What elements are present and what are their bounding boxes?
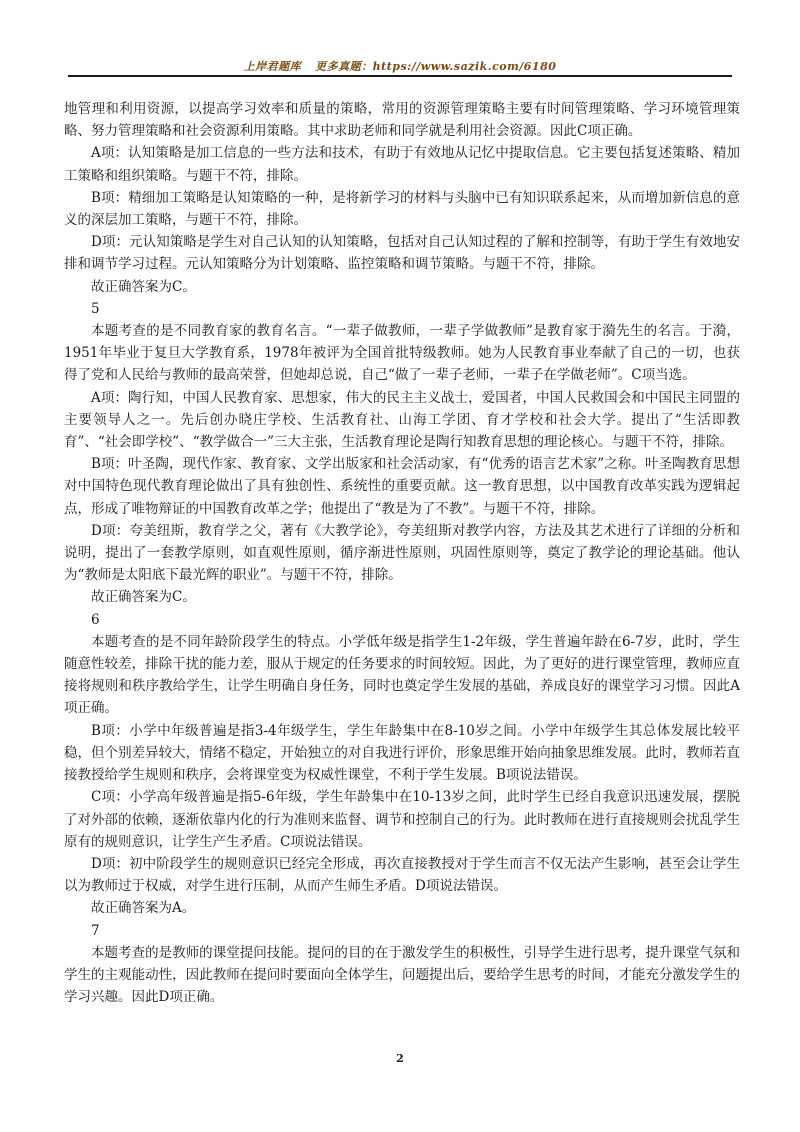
paragraph: 本题考查的是不同教育家的教育名言。“一辈子做教师，一辈子学做教师”是教育家于漪先生的名言。于漪，1951年毕业于复旦大学教育系，1978年被评为全国首批特级教师。她为人民教育事业奉献了自己的一切，也获得了党和人民给与教师的最高荣誉，但她却总说，自己“做了一辈子老师，一辈子在学做老师”。C项当选。 xyxy=(64,323,740,384)
header-divider xyxy=(68,75,732,77)
paragraph: B项：精细加工策略是认知策略的一种，是将新学习的材料与头脑中已有知识联系起来，从而增加新信息的意义的深层加工策略，与题干不符，排除。 xyxy=(64,189,740,229)
source-link[interactable]: https://www.sazik.com/6180 xyxy=(372,60,557,73)
search-label: 更多真题： xyxy=(315,60,373,73)
question-number: 5 xyxy=(91,300,100,317)
question-number: 7 xyxy=(91,922,100,939)
answer-line: 故正确答案为A。 xyxy=(91,900,196,917)
page-header xyxy=(0,58,800,74)
question-number: 6 xyxy=(91,611,100,628)
paragraph: D项：夸美纽斯，教育学之父，著有《大教学论》，夸美纽斯对教学内容，方法及其艺术进行了详细的分析和说明，提出了一套教学原则，如直观性原则，循序渐进性原则，巩固性原则等，奠定了教学论的理论基础。他认为“教师是太阳底下最光辉的职业”。与题干不符，排除。 xyxy=(64,522,740,584)
paragraph: A项：陶行知，中国人民教育家、思想家，伟大的民主主义战士，爱国者，中国人民救国会和中国民主同盟的主要领导人之一。先后创办晓庄学校、生活教育社、山海工学团、育才学校和社会大学。提出了“生活即教育”、“社会即学校”、“教学做合一”三大主张，生活教育理论是陶行知教育思想的理论核心。与题干不符，排除。 xyxy=(64,389,740,451)
paragraph: 地管理和利用资源，以提高学习效率和质量的策略，常用的资源管理策略主要有时间管理策略、学习环境管理策略、努力管理策略和社会资源利用策略。其中求助老师和同学就是利用社会资源。因此C项正确。 xyxy=(64,101,740,140)
page-number: 2 xyxy=(396,1052,404,1065)
paragraph: 本题考查的是教师的课堂提问技能。提问的目的在于激发学生的积极性，引导学生进行思考，提升课堂气氛和学生的主观能动性，因此教师在提问时要面向全体学生，问题提出后，要给学生思考的时间，才能充分激发学生的学习兴趣。因此D项正确。 xyxy=(64,944,740,1006)
paragraph: A项：认知策略是加工信息的一些方法和技术，有助于有效地从记忆中提取信息。它主要包括复述策略、精加工策略和组织策略。与题干不符，排除。 xyxy=(64,145,740,184)
paragraph: D项：元认知策略是学生对自己认知的认知策略，包括对自己认知过程的了解和控制等，有助于学生有效地安排和调节学习过程。元认知策略分为计划策略、监控策略和调节策略。与题干不符，排除。 xyxy=(64,234,740,273)
paragraph: B项：叶圣陶，现代作家、教育家、文学出版家和社会活动家，有“优秀的语言艺术家”之称。叶圣陶教育思想对中国特色现代教育理论做出了具有独创性、系统性的重要贡献。这一教育思想，以中国教育改革实践为逻辑起点，形成了唯物辩证的中国教育改革之学；他提出了“教是为了不教”。与题干不符，排除。 xyxy=(64,456,740,517)
answer-line: 故正确答案为C。 xyxy=(91,278,196,295)
paragraph: D项：初中阶段学生的规则意识已经完全形成，再次直接教授对于学生而言不仅无法产生影响，甚至会让学生以为教师过于权威，对学生进行压制，从而产生师生矛盾。D项说法错误。 xyxy=(64,855,740,895)
answer-line: 故正确答案为C。 xyxy=(91,589,196,606)
site-name: 上岸君题库 xyxy=(243,60,302,73)
paragraph: 本题考查的是不同年龄阶段学生的特点。小学低年级是指学生1-2年级，学生普遍年龄在6-7岁，此时，学生随意性较差，排除干扰的能力差，服从于规定的任务要求的时间较短。因此，为了更好的进行课堂管理，教师应直接将规则和秩序教给学生，让学生明确自身任务，同时也奠定学生发展的基础，养成良好的课堂学习习惯。因此A项正确。 xyxy=(64,633,740,717)
document-body xyxy=(64,98,740,1008)
paragraph: C项：小学高年级普遍是指5-6年级，学生年龄集中在10-13岁之间，此时学生已经自我意识迅速发展，摆脱了对外部的依赖，逐渐依靠内化的行为准则来监督、调节和控制自己的行为。此时教师在进行直接规则会扰乱学生原有的规则意识，让学生产生矛盾。C项说法错误。 xyxy=(64,789,740,850)
paragraph: B项：小学中年级普遍是指3-4年级学生，学生年龄集中在8-10岁之间。小学中年级学生其总体发展比较平稳，但个别差异较大，情绪不稳定，开始独立的对自我进行评价，形象思维开始向抽象思维发展。此时，教师若直接教授给学生规则和秩序，会将课堂变为权威性课堂，不利于学生发展。B项说法错误。 xyxy=(64,722,740,784)
